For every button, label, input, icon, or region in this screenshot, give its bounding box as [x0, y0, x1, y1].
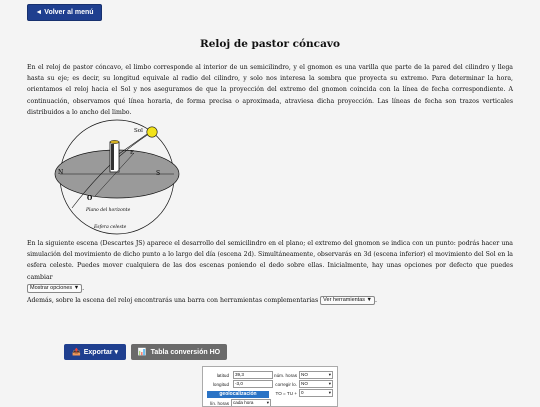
longitude-row	[207, 380, 273, 388]
sphere-label: Esfera celeste	[94, 225, 127, 230]
to-tu-row	[271, 389, 333, 397]
longitude-input[interactable]: -3,0	[233, 380, 273, 388]
north-label: N	[58, 169, 64, 176]
latitude-input[interactable]: 39,3	[233, 371, 273, 379]
back-label: ◄ Volver al menú	[35, 9, 94, 16]
to-tu-select[interactable]	[299, 389, 333, 397]
chevron-down-icon: ▾	[328, 381, 331, 386]
export-button[interactable]	[64, 344, 126, 360]
east-label: E	[130, 150, 135, 156]
chevron-down-icon: ▾	[328, 390, 331, 395]
num-hours-select[interactable]	[299, 371, 333, 379]
tools-paragraph: Además, sobre la escena del reloj encontrarás una barra con herramientas complementarias Ver herramientas ▼ .	[27, 297, 377, 304]
table-label: Tabla conversión HO	[150, 348, 221, 356]
num-hours-value: NO	[301, 372, 308, 377]
hour-lines-value: cada hora	[233, 400, 254, 405]
tools-paragraph-text: Además, sobre la escena del reloj encontrarás una barra con herramientas complementarias	[27, 297, 319, 304]
page-title: Reloj de pastor cóncavo	[200, 38, 340, 50]
back-to-menu-button[interactable]	[27, 4, 102, 21]
intro-paragraph: En el reloj de pastor cóncavo, el limbo corresponde al interior de un semicilindro, y el gnomon es una varilla que parte de la pared del cilindro y llega hasta su eje; es decir, su longitud equivale al radio del cilindro, y solo nos interesa la sombra que proyecta su extremo. Para determinar la hora, orientamos el reloj hacia el Sol y nos aseguramos de que la proyección del extremo del gnomon coincida con la línea de fecha correspondiente. A continuación, observamos qué línea horaria, de forma precisa o aproximada, atraviesa dicha proyección. Las líneas de fecha son trazos verticales distribuidos a lo ancho del limbo.	[27, 64, 513, 116]
horizon-label: Plano del horizonte	[86, 208, 131, 213]
south-label: S	[156, 170, 161, 177]
west-label: O	[87, 195, 93, 202]
num-hours-label: núm. horas	[274, 372, 297, 378]
options-panel	[202, 366, 338, 407]
correct-label: corregir lo.	[275, 381, 297, 387]
latitude-label: latitud	[216, 372, 229, 378]
correct-value: NO	[301, 381, 308, 386]
chevron-down-icon: ▾	[266, 400, 269, 405]
num-hours-row	[271, 371, 333, 379]
cylinder-top	[110, 140, 119, 143]
correct-select[interactable]	[299, 380, 333, 388]
to-tu-value: 0	[301, 390, 304, 395]
hour-lines-select[interactable]	[231, 399, 271, 407]
export-label: Exportar ▾	[83, 349, 118, 356]
latitude-row	[207, 371, 273, 379]
conversion-table-button[interactable]	[131, 344, 227, 360]
sun-icon	[147, 127, 157, 137]
show-options-select[interactable]: Mostrar opciones ▼	[27, 284, 82, 293]
sundial-diagram	[50, 118, 184, 236]
correct-row	[271, 380, 333, 388]
table-icon: 📊	[137, 349, 147, 356]
chevron-down-icon: ▾	[328, 372, 331, 377]
to-tu-label: TO = TU +	[275, 390, 297, 396]
hour-lines-row	[207, 399, 271, 407]
geolocation-button[interactable]: geolocalización	[207, 391, 269, 398]
export-icon: 📤	[72, 349, 81, 356]
scene-paragraph: En la siguiente escena (Descartes JS) aparece el desarrollo del semicilindro en el plano; el extremo del gnomon se indica con un punto: podrás hacer una simulación del movimiento de dicho punto a lo largo del día (escena 2d). Simultáneamente, observarás en 3d (escena inferior) el movimiento del Sol en la esfera celeste. Puedes mover cualquiera de las dos escenas poniendo el dedo sobre ellas. Inicialmente, hay unas opciones por defecto que puedes cambiar Mostrar opciones ▼ .	[27, 240, 513, 292]
show-tools-select[interactable]: Ver herramientas ▼	[320, 296, 375, 305]
longitude-label: longitud	[212, 381, 229, 387]
hour-lines-label: lín. horas	[210, 400, 229, 406]
sol-label: Sol	[134, 128, 143, 134]
scene-paragraph-text: En la siguiente escena (Descartes JS) aparece el desarrollo del semicilindro en el plano; el extremo del gnomon se indica con un punto: podrás hacer una simulación del movimiento de dicho punto a lo largo del día (escena 2d). Simultáneamente, observarás en 3d (escena inferior) el movimiento del Sol en la esfera celeste. Puedes mover cualquiera de las dos escenas poniendo el dedo sobre ellas. Inicialmente, hay unas opciones por defecto que puedes cambiar	[27, 240, 513, 281]
cylinder-shadow	[111, 144, 114, 170]
